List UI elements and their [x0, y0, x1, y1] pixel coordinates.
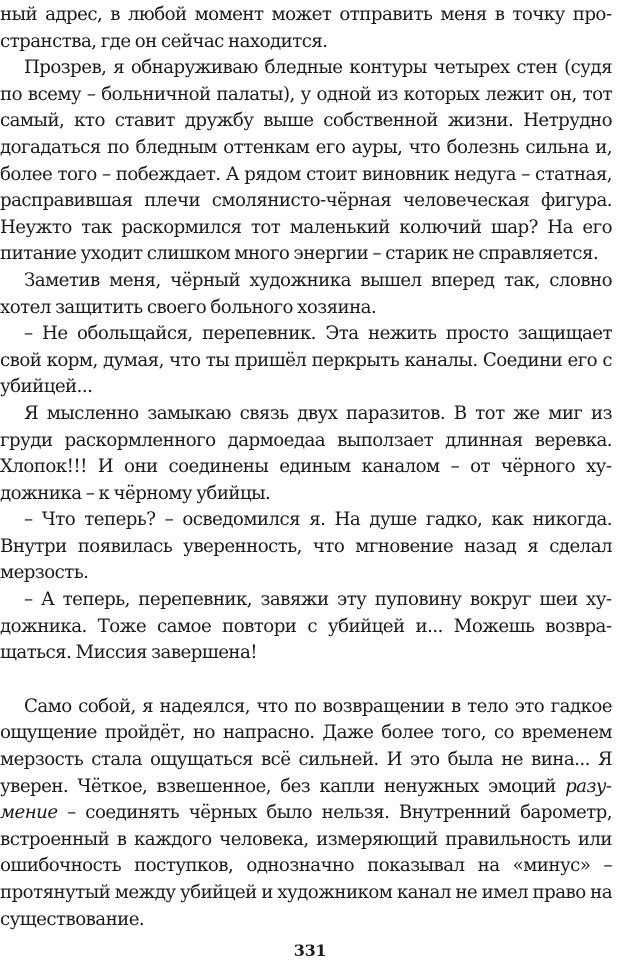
- page-number: 331: [293, 941, 327, 960]
- section-break: [0, 667, 612, 694]
- paragraph-ward-vision: Прозрев, я обнаруживаю бледные контуры четырех стен (судя по всему – больничной палаты), у одной из которых лежит он, тот самый, кто ставит дружбу выше собственной жизни. Нетрудно догадаться по бледным оттенкам его ауры, что болезнь сильна и, более того – побеждает. А рядом стоит виновник недуга – статная, расправившая плечи смолянисто-чёрная человеческая фигура. Неужто так раскормился тот маленький колючий шар? На его питание уходит слишком много энергии – старик не справляется.: [0, 57, 612, 265]
- dialogue-line-1: – Не обольщайся, перепевник. Эта нежить просто защищает свой корм, думая, что ты пришёл перкрыть каналы. Соедини его с убийцей...: [0, 323, 612, 398]
- paragraph-black-figure: Заметив меня, чёрный художника вышел вперед так, словно хотел защитить своего больного хозяина.: [0, 269, 612, 318]
- paragraph-connect-parasites: Я мысленно замыкаю связь двух паразитов. В тот же миг из груди раскормленного дармоедаа выползает длинная веревка. Хлопок!!! И они соединены единым каналом – от чёрного художника – к чёрному убийцы.: [0, 402, 612, 504]
- dialogue-line-2: – Что теперь? – осведомился я. На душе гадко, как никогда. Внутри появилась уверенность, что мгновение назад я сделал мерзость.: [0, 509, 612, 584]
- paragraph-continued: ный адрес, в любой момент может отправить меня в точку пространства, где он сейчас находится.: [0, 4, 612, 52]
- aftermath-text-end: – соединять чёрных было нельзя. Внутренний барометр, встроенный в каждого человека, измеряющий правильность или ошибочность поступков, однозначно показывал на «минус» – протянутый между убийцей и художником канал не имел право на существование.: [0, 802, 612, 930]
- paragraph-aftermath: [0, 694, 612, 933]
- dialogue-line-3: – А теперь, перепевник, завяжи эту пуповину вокруг шеи художника. Тоже самое повтори с убийцей и... Можешь возвращаться. Миссия завершена!: [0, 589, 612, 664]
- aftermath-emphasis: разумение: [0, 775, 612, 824]
- aftermath-text-start: Само собой, я надеялся, что по возвращении в тело это гадкое ощущение пройдёт, но напрасно. Даже более того, со временем мерзость стала ощущаться всё сильней. И это была не вина... Я уверен. Чёткое, взвешенное, без капли ненужных эмоций: [0, 695, 612, 797]
